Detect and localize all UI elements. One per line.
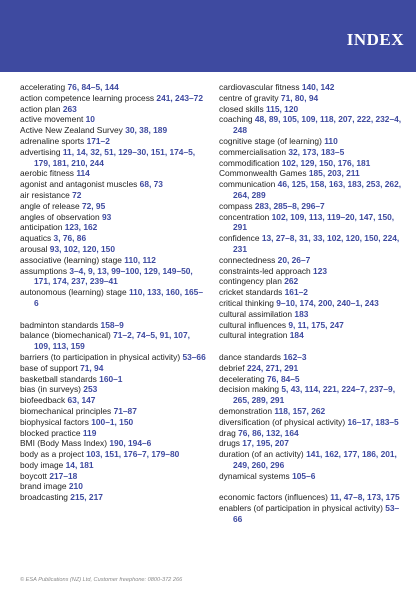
page-title: INDEX (346, 30, 404, 49)
index-entry (219, 471, 405, 482)
index-page-numbers: 115, 120 (266, 103, 299, 114)
index-page-numbers: 76, 84–5, 144 (67, 82, 119, 92)
index-term: communication (219, 179, 276, 190)
index-page-numbers: 30, 38, 189 (125, 125, 168, 136)
index-entry (219, 417, 405, 428)
index-entry (20, 222, 206, 233)
index-entry (20, 449, 206, 460)
index-page-numbers: 93, 102, 120, 150 (49, 243, 115, 254)
index-page-numbers: 123, 162 (64, 222, 98, 233)
index-entry (219, 276, 405, 287)
index-term: commercialisation (219, 146, 287, 157)
index-entry (20, 104, 206, 115)
index-page-numbers: 32, 173, 183–5 (288, 146, 345, 157)
index-term: demonstration (219, 405, 273, 416)
index-page-numbers: 11, 14, 32, 51, 129–30, 151, 174–5, 179, 181, 210, 244 (34, 146, 196, 168)
index-term: advertising (20, 146, 61, 157)
index-entry (219, 287, 405, 298)
index-term: economic factors (influences) (219, 492, 328, 503)
index-term: agonist and antagonist muscles (20, 179, 138, 190)
index-page-numbers: 110, 112 (124, 254, 156, 265)
index-term: base of support (20, 362, 78, 373)
index-term: diversification (of physical activity) (219, 416, 346, 427)
index-term: autonomous (learning) stage (20, 287, 127, 298)
index-page-numbers: 76, 86, 132, 164 (238, 427, 299, 438)
index-term: critical thinking (219, 297, 274, 308)
index-term: Commonwealth Games (219, 168, 307, 179)
index-term: centre of gravity (219, 92, 279, 103)
index-page-numbers: 102, 129, 150, 176, 181 (281, 157, 371, 168)
letter-gap (219, 481, 405, 492)
index-entry (219, 406, 405, 417)
index-term: brand image (20, 481, 67, 492)
index-term: basketball standards (20, 373, 97, 384)
index-term: dance standards (219, 351, 281, 362)
index-term: aquatics (20, 233, 52, 244)
index-page-numbers: 71–87 (113, 405, 137, 416)
index-term: air resistance (20, 189, 70, 200)
index-entry (20, 330, 206, 352)
index-entry (219, 374, 405, 385)
index-entry (219, 298, 405, 309)
index-page-numbers: 48, 89, 105, 109, 118, 207, 222, 232–4, 248 (233, 114, 402, 136)
index-entry (20, 190, 206, 201)
index-page-numbers: 110, 133, 160, 165–6 (34, 287, 204, 308)
index-entry (20, 395, 206, 406)
index-term: coaching (219, 114, 253, 125)
index-term: enablers (of participation in physical activity) (219, 503, 383, 514)
index-page-numbers: 68, 73 (139, 179, 163, 190)
index-page-numbers: 14, 181 (65, 459, 94, 470)
index-page-numbers: 161–2 (284, 287, 308, 298)
index-entry (219, 330, 405, 341)
index-page-numbers: 140, 142 (301, 82, 335, 92)
index-page-numbers: 13, 27–8, 31, 33, 102, 120, 150, 224, 231 (233, 233, 400, 254)
index-entry (219, 82, 405, 93)
index-page-numbers: 53–66 (233, 503, 400, 524)
index-entry (219, 93, 405, 104)
index-term: assumptions (20, 265, 68, 276)
index-page-numbers: 93 (101, 211, 112, 222)
index-entry (219, 309, 405, 320)
letter-gap (219, 341, 405, 352)
index-term: drag (219, 427, 236, 438)
index-entry (219, 212, 405, 234)
index-term: decision making (219, 384, 280, 395)
index-entry (20, 352, 206, 363)
index-entry (20, 481, 206, 492)
index-entry (20, 136, 206, 147)
index-entry (20, 266, 206, 288)
index-page-numbers: 141, 162, 177, 186, 201, 249, 260, 296 (233, 449, 397, 470)
index-page-numbers: 105–6 (292, 470, 316, 481)
index-page-numbers: 72 (72, 189, 82, 200)
index-term: dynamical systems (219, 470, 290, 481)
index-term: Active New Zealand Survey (20, 125, 123, 136)
index-page-numbers: 119 (82, 427, 97, 438)
index-entry (219, 255, 405, 266)
index-entry (219, 266, 405, 277)
index-page-numbers: 11, 47–8, 173, 175 (330, 492, 400, 503)
index-term: commodification (219, 157, 280, 168)
index-page-numbers: 5, 43, 114, 221, 224–7, 237–9, 265, 289, 291 (233, 384, 396, 406)
index-entry (20, 255, 206, 266)
index-term: accelerating (20, 82, 66, 92)
index-entry (20, 233, 206, 244)
index-entry (219, 492, 405, 503)
index-page-numbers: 16–17, 183–5 (347, 416, 399, 427)
index-term: balance (biomechanical) (20, 330, 111, 341)
index-term: duration (of an activity) (219, 449, 304, 460)
index-term: boycott (20, 470, 48, 481)
index-entry (219, 352, 405, 363)
index-entry (219, 168, 405, 179)
index-entry (20, 320, 206, 331)
index-entry (219, 179, 405, 201)
index-term: action plan (20, 103, 61, 114)
index-page-numbers: 63, 147 (67, 395, 96, 406)
index-page-numbers: 262 (284, 276, 299, 287)
index-entry (219, 114, 405, 136)
index-entry (219, 136, 405, 147)
index-term: action competence learning process (20, 92, 155, 103)
index-page-numbers: 72, 95 (81, 200, 106, 211)
index-page-numbers: 215, 217 (70, 492, 103, 503)
index-term: arousal (20, 243, 48, 254)
index-entry (219, 104, 405, 115)
index-entry (20, 438, 206, 449)
index-page-numbers: 3–4, 9, 13, 99–100, 129, 149–50, 171, 174, 237, 239–41 (34, 265, 193, 287)
index-page-numbers: 9–10, 174, 200, 240–1, 243 (276, 297, 379, 308)
index-term: bias (in surveys) (20, 384, 81, 395)
index-page-numbers: 160–1 (99, 373, 123, 384)
index-page-numbers: 114 (76, 168, 90, 179)
index-entry (20, 287, 206, 309)
index-entry (219, 158, 405, 169)
index-entry (219, 384, 405, 406)
index-term: active movement (20, 114, 84, 125)
index-page-numbers: 184 (289, 330, 304, 341)
index-term: debrief (219, 362, 245, 373)
index-entry (20, 82, 206, 93)
index-term: constraints-led approach (219, 265, 311, 276)
index-page-numbers: 53–66 (182, 351, 206, 362)
index-term: contingency plan (219, 276, 282, 287)
index-entry (219, 363, 405, 374)
index-page-numbers: 241, 243–72 (156, 92, 203, 103)
index-entry (20, 168, 206, 179)
index-term: body as a project (20, 449, 84, 460)
index-term: cricket standards (219, 287, 283, 298)
index-term: cardiovascular fitness (219, 82, 300, 92)
index-entry (20, 363, 206, 374)
index-term: connectedness (219, 254, 276, 265)
index-page-numbers: 171–2 (86, 135, 110, 146)
letter-gap (20, 309, 206, 320)
index-term: cognitive stage (of learning) (219, 135, 322, 146)
index-entry (20, 179, 206, 190)
index-page-numbers: 9, 11, 175, 247 (288, 319, 344, 330)
index-page-numbers: 46, 125, 158, 163, 183, 253, 262, 264, 289 (233, 179, 402, 200)
index-term: biofeedback (20, 395, 66, 406)
index-term: BMI (Body Mass Index) (20, 438, 108, 449)
index-page-numbers: 20, 26–7 (277, 254, 311, 265)
index-entry (20, 147, 206, 169)
index-term: body image (20, 459, 64, 470)
index-page-numbers: 123 (313, 265, 328, 276)
index-entry (20, 460, 206, 471)
index-page-numbers: 185, 203, 211 (308, 168, 360, 179)
index-term: biomechanical principles (20, 405, 112, 416)
index-page-numbers: 183 (294, 308, 309, 319)
index-entry (20, 93, 206, 104)
index-page-numbers: 100–1, 150 (91, 416, 134, 427)
index-page-numbers: 210 (68, 481, 83, 492)
footer-copyright: © ESA Publications (NZ) Ltd, Customer freephone: 0800-372 266 (20, 577, 183, 583)
index-page-numbers: 110 (324, 135, 338, 146)
index-entry (20, 492, 206, 503)
header-banner (0, 0, 416, 72)
index-entry (219, 503, 405, 525)
index-entry (219, 147, 405, 158)
index-term: drugs (219, 438, 240, 449)
index-entry (20, 471, 206, 482)
index-entry (20, 406, 206, 417)
index-term: compass (219, 200, 253, 211)
index-page-numbers: 217–18 (49, 470, 78, 481)
index-entry (20, 125, 206, 136)
index-page-numbers: 10 (85, 114, 95, 125)
index-term: confidence (219, 233, 260, 244)
index-page-numbers: 190, 194–6 (109, 438, 152, 449)
index-page-numbers: 71, 80, 94 (280, 92, 319, 103)
index-term: cultural integration (219, 330, 288, 341)
index-entry (20, 114, 206, 125)
index-term: anticipation (20, 222, 63, 233)
index-term: aerobic fitness (20, 168, 74, 179)
index-entry (20, 384, 206, 395)
index-entry (20, 374, 206, 385)
index-page-numbers: 253 (83, 384, 98, 395)
index-term: badminton standards (20, 319, 99, 330)
index-page-numbers: 102, 109, 113, 119–20, 147, 150, 291 (233, 211, 395, 233)
index-page-numbers: 263 (62, 103, 77, 114)
index-term: cultural influences (219, 319, 287, 330)
index-entry (219, 449, 405, 471)
index-page-numbers: 158–9 (100, 319, 124, 330)
index-term: broadcasting (20, 492, 68, 503)
index-term: biophysical factors (20, 416, 89, 427)
index-term: barriers (to participation in physical activity) (20, 351, 181, 362)
index-entry (20, 201, 206, 212)
index-term: angles of observation (20, 211, 100, 222)
index-entry (20, 428, 206, 439)
index-term: blocked practice (20, 427, 81, 438)
index-column-right (219, 82, 405, 525)
index-entry (219, 320, 405, 331)
index-page-numbers: 71–2, 74–5, 91, 107, 109, 113, 159 (34, 330, 190, 352)
index-entry (20, 212, 206, 223)
index-term: closed skills (219, 103, 264, 114)
index-page-numbers: 162–3 (283, 351, 307, 362)
index-entry (20, 244, 206, 255)
index-page-numbers: 17, 195, 207 (242, 438, 289, 449)
index-page-numbers: 76, 84–5 (266, 373, 300, 384)
index-term: cultural assimilation (219, 308, 293, 319)
index-page-numbers: 71, 94 (80, 362, 104, 373)
index-entry (20, 417, 206, 428)
index-term: adrenaline sports (20, 135, 85, 146)
index-term: concentration (219, 211, 270, 222)
index-entry (219, 438, 405, 449)
index-page-numbers: 103, 151, 176–7, 179–80 (86, 449, 180, 460)
index-entry (219, 428, 405, 439)
index-page-numbers: 118, 157, 262 (274, 405, 326, 416)
index-term: angle of release (20, 200, 80, 211)
index-page-numbers: 224, 271, 291 (246, 362, 299, 373)
index-entry (219, 201, 405, 212)
index-term: associative (learning) stage (20, 254, 122, 265)
index-page-numbers: 3, 76, 86 (53, 233, 87, 244)
index-column-left (20, 82, 206, 503)
index-page-numbers: 283, 285–8, 296–7 (254, 200, 325, 211)
index-term: decelerating (219, 373, 265, 384)
index-entry (219, 233, 405, 255)
